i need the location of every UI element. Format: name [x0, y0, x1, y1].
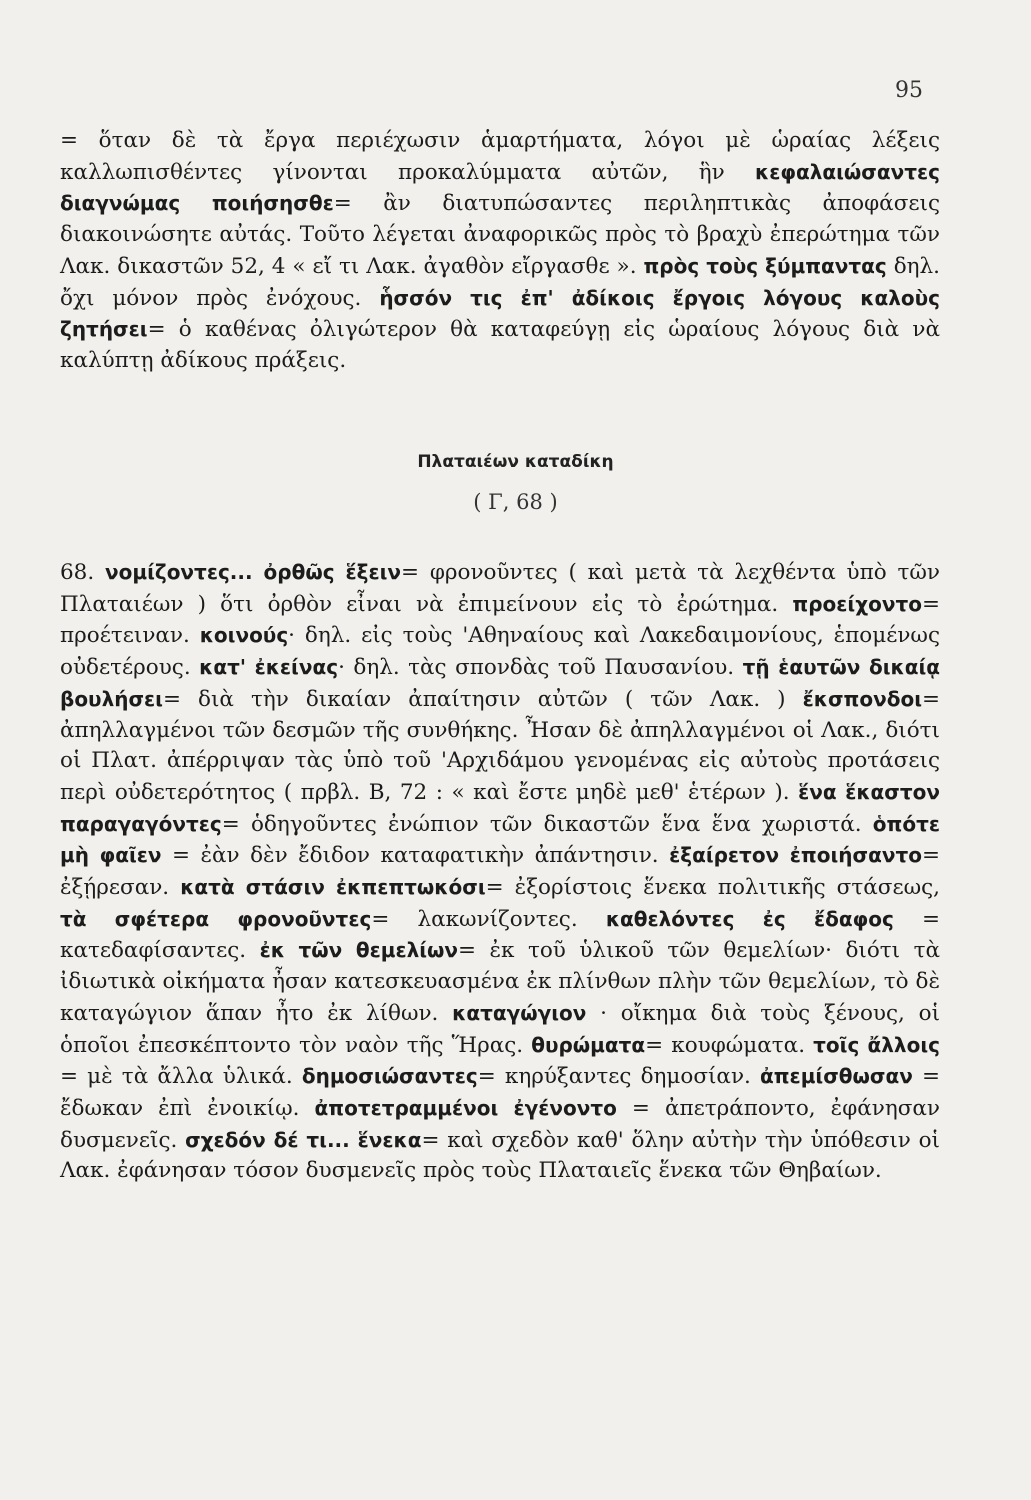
- lemma: δημοσιώσαντες: [301, 1064, 478, 1089]
- gloss-text: = προέτειναν.: [60, 591, 940, 649]
- gloss-text: = κατεδαφίσαντες.: [60, 906, 940, 964]
- gloss-text: = καὶ σχεδὸν καθ' ὅλην αὐτὴν τὴν ὑπόθεσιν οἱ Λακ. ἐφάνησαν τόσον δυσμενεῖς πρὸς τοὺς Πλαταιεῖς ἕνεκα τῶν Θηβαίων.: [60, 1127, 940, 1184]
- lemma: καθελόντες ἐς ἔδαφος: [605, 906, 894, 931]
- lemma: κοινούς: [199, 623, 289, 648]
- lemma: ὁπότε μὴ φαῖεν: [60, 811, 940, 868]
- lemma: κατὰ στάσιν ἐκπεπτωκόσι: [180, 875, 486, 900]
- lemma: τῇ ἑαυτῶν δικαίᾳ βουλήσει: [60, 655, 940, 711]
- lemma: προείχοντο: [792, 591, 922, 616]
- gloss-text: = ἀπετράποντο, ἐφάνησαν δυσμενεῖς.: [60, 1095, 940, 1153]
- gloss-text: · δηλ. εἰς τοὺς 'Αθηναίους καὶ Λακεδαιμονίους, ἑπομένως οὐδετέρους.: [60, 623, 940, 681]
- gloss-text: = ὁδηγοῦντες ἐνώπιον τῶν δικαστῶν ἕνα ἕνα χωριστά.: [221, 811, 873, 837]
- lemma: ἀποτετραμμένοι ἐγένοντο: [314, 1095, 617, 1120]
- gloss-text: = ἐξορίστοις ἕνεκα πολιτικῆς στάσεως,: [485, 875, 940, 901]
- lemma: ἕνα ἕκαστον παραγαγόντες: [60, 779, 941, 836]
- gloss-text: = ἔδωκαν ἐπὶ ἐνοικίῳ.: [60, 1064, 940, 1121]
- gloss-text: · οἴκημα διὰ τοὺς ξένους, οἱ ὁποῖοι ἐπεσκέπτοντο τὸν ναὸν τῆς Ἥρας.: [60, 1000, 940, 1058]
- lemma: κατ' ἐκείνας: [199, 655, 339, 680]
- gloss-text: = ἂν διατυπώσαντες περιληπτικὰς ἀποφάσεις διακοινώσητε αὐτάς. Τοῦτο λέγεται ἀναφορικῶς πρὸς τὸ βραχὺ ἐπερώτημα τῶν Λακ. δικαστῶν 52, 4 « εἴ τι Λακ. ἀγαθὸν εἴργασθε ».: [60, 191, 940, 279]
- gloss-text: = μὲ τὰ ἄλλα ὑλικά.: [60, 1064, 302, 1090]
- gloss-text: δηλ. ὄχι μόνον πρὸς ἐνόχους.: [60, 253, 940, 311]
- page-number: 95: [895, 78, 923, 103]
- gloss-text: = ὁ καθένας ὀλιγώτερον θὰ καταφεύγῃ εἰς ὡραίους λόγους διὰ νὰ καλύπτῃ ἀδίκους πράξεις.: [60, 317, 940, 373]
- gloss-text: = ἀπηλλαγμένοι τῶν δεσμῶν τῆς συνθήκης. Ἦσαν δὲ ἀπηλλαγμένοι οἱ Λακ., διότι οἱ Πλατ. ἀπέρριψαν τὰς ὑπὸ τοῦ 'Αρχιδάμου γενομένας εἰς αὐτοὺς προτάσεις περὶ οὐδετερότητος ( πρβλ. Β, 72 : « καὶ ἔστε μηδὲ μεθ' ἑτέρων ).: [60, 686, 940, 805]
- lemma: ἔκσπονδοι: [802, 686, 922, 711]
- gloss-text: = διὰ τὴν δικαίαν ἀπαίτησιν αὐτῶν ( τῶν Λακ. ): [162, 686, 803, 712]
- lemma: ἧσσόν τις ἐπ' ἀδίκοις ἔργοις λόγους καλοὺς ζητήσει: [60, 285, 940, 342]
- gloss-text: = ἐξῄρεσαν.: [60, 843, 940, 901]
- gloss-text: = ἐὰν δὲν ἔδιδον καταφατικὴν ἀπάντησιν.: [161, 843, 670, 869]
- gloss-text: 68.: [60, 560, 105, 585]
- lemma: νομίζοντες... ὀρθῶς ἕξειν: [105, 560, 401, 584]
- gloss-text: = φρονοῦντες ( καὶ μετὰ τὰ λεχθέντα ὑπὸ τῶν Πλαταιέων ) ὅτι ὀρθὸν εἶναι νὰ ἐπιμείνουν εἰς τὸ ἐρώτημα.: [60, 560, 941, 617]
- lemma: σχεδόν δέ τι... ἕνεκα: [185, 1127, 422, 1152]
- lemma: θυρώματα: [531, 1032, 646, 1057]
- section-reference: ( Γ, 68 ): [473, 490, 558, 514]
- lemma: καταγώγιον: [452, 1000, 587, 1025]
- lemma: κεφαλαιώσαντες διαγνώμας ποιήσησθε: [60, 159, 940, 216]
- gloss-text: = κουφώματα.: [645, 1032, 814, 1058]
- gloss-text: = κηρύξαντες δημοσίαν.: [477, 1064, 760, 1090]
- gloss-text: = ἐκ τοῦ ὑλικοῦ τῶν θεμελίων· διότι τὰ ἰδιωτικὰ οἰκήματα ἦσαν κατεσκευασμένα ἐκ πλίνθων πλὴν τῶν θεμελίων, τὸ δὲ καταγώγιον ἅπαν ἦτο ἐκ λίθων.: [60, 938, 940, 1026]
- lemma: τὰ σφέτερα φρονοῦντες: [60, 906, 372, 931]
- lemma: ἐξαίρετον ἐποιήσαντο: [669, 843, 922, 868]
- lemma: τοῖς ἄλλοις: [813, 1032, 940, 1057]
- lemma: ἀπεμίσθωσαν: [760, 1064, 913, 1089]
- lemma: πρὸς τοὺς ξύμπαντας: [643, 253, 887, 278]
- lemma: ἐκ τῶν θεμελίων: [259, 938, 459, 963]
- section-title: Πλαταιέων καταδίκη: [417, 452, 614, 472]
- gloss-text: = λακωνίζοντες.: [371, 906, 606, 932]
- gloss-text: = ὅταν δὲ τὰ ἔργα περιέχωσιν ἁμαρτήματα, λόγοι μὲ ὡραίας λέξεις καλλωπισθέντες γίνονται προκαλύμματα αὐτῶν, ἣν: [60, 128, 940, 185]
- commentary-paragraph-2: [60, 557, 940, 1187]
- commentary-paragraph-1: [60, 126, 940, 377]
- gloss-text: · δηλ. τὰς σπονδὰς τοῦ Παυσανίου.: [338, 655, 743, 681]
